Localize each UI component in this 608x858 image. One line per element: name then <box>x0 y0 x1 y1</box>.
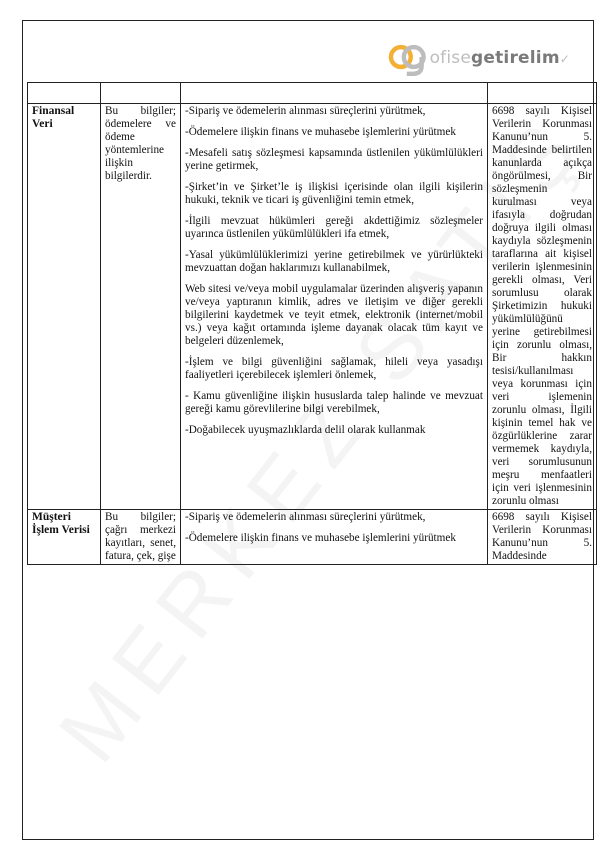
logo-text: ofisegetirelim✓ <box>429 48 570 68</box>
purpose-item: -Sipariş ve ödemelerin alınması süreçlerini yürütmek, <box>185 511 426 523</box>
purposes-cell <box>181 510 488 565</box>
purpose-item: -Ödemelere ilişkin finans ve muhasebe işlemlerini yürütmek <box>185 126 456 138</box>
header-cell <box>28 83 101 104</box>
purpose-item: -İlgili mevzuat hükümleri gereği akdettiğimiz sözleşmeler uyarınca üstlenilen yükümlülükleri ifa etmek, <box>185 215 483 240</box>
legal-basis-cell: 6698 sayılı Kişisel Verilerin Korunması Kanunu’nun 5. Maddesinde belirtilen kanunlarda açıkça öngörülmesi, Bir sözleşmenin kurulması veya ifasıyla doğrudan doğruya ilgili olması kaydıyla sözleşmenin taraflarına ait kişisel verilerin işlenmesinin gerekli olması, Veri sorumlusu olarak Şirketimizin hukuki yükümlülüğünü yerine getirebilmesi için zorunlu olması, Bir hakkın tesisi/kullanılması veya korunması için veri işlemenin zorunlu olması, İlgili kişinin temel hak ve özgürlüklerine zarar vermemek kaydıyla, veri sorumlusunun meşru menfaatleri için veri işlenmesinin zorunlu olması <box>488 104 597 510</box>
purpose-item: -Şirket’in ve Şirket’le iş ilişkisi içerisinde olan ilgili kişilerin hukuki, teknik ve ticari iş güvenliğini temin etmek, <box>185 181 483 206</box>
data-table <box>27 82 597 565</box>
purpose-item: -Ödemelere ilişkin finans ve muhasebe işlemlerini yürütmek <box>185 532 456 544</box>
description-cell: Bu bilgiler; ödemelere ve ödeme yöntemlerine ilişkin bilgilerdir. <box>101 104 181 510</box>
ofisegetirelim-logo <box>388 40 570 76</box>
legal-basis-cell: 6698 sayılı Kişisel Verilerin Korunması Kanunu’nun 5. Maddesinde <box>488 510 597 565</box>
table-row <box>28 104 597 510</box>
category-cell: Finansal Veri <box>28 104 101 510</box>
purpose-item: -Mesafeli satış sözleşmesi kapsamında üstlenilen yükümlülükleri yerine getirmek, <box>185 147 483 172</box>
purpose-item: -İşlem ve bilgi güvenliğini sağlamak, hileli veya yasadışı faaliyetleri içerebilecek işlemleri önlemek, <box>185 356 483 381</box>
table-row <box>28 510 597 565</box>
category-cell: Müşteri İşlem Verisi <box>28 510 101 565</box>
header-cell <box>101 83 181 104</box>
purpose-item: - Kamu güvenliğine ilişkin hususlarda talep halinde ve mevzuat gereği kamu görevlilerine bilgi verebilmek, <box>185 390 483 415</box>
purpose-item: -Sipariş ve ödemelerin alınması süreçlerini yürütmek, <box>185 105 426 117</box>
logo-mark-icon <box>388 40 428 76</box>
purpose-item: -Yasal yükümlülüklerimizi yerine getirebilmek ve yürürlükteki mevzuattan doğan haklarımızı kullanabilmek, <box>185 249 483 274</box>
header-cell <box>488 83 597 104</box>
purposes-cell <box>181 104 488 510</box>
header-cell <box>181 83 488 104</box>
description-cell: Bu bilgiler; çağrı merkezi kayıtları, senet, fatura, çek, gişe <box>101 510 181 565</box>
purpose-item: Web sitesi ve/veya mobil uygulamalar üzerinden alışveriş yapanın ve/veya yaptıranın kimlik, adres ve iletişim ve diğer gerekli bilgilerini kaydetmek ve teyit etmek, elektronik (internet/mobil vs.) veya kağıt ortamında işleme dayanak olacak tüm kayıt ve belgeleri düzenlemek, <box>185 283 483 347</box>
purpose-item: -Doğabilecek uyuşmazlıklarda delil olarak kullanmak <box>185 424 426 436</box>
table-header-row <box>28 83 597 104</box>
